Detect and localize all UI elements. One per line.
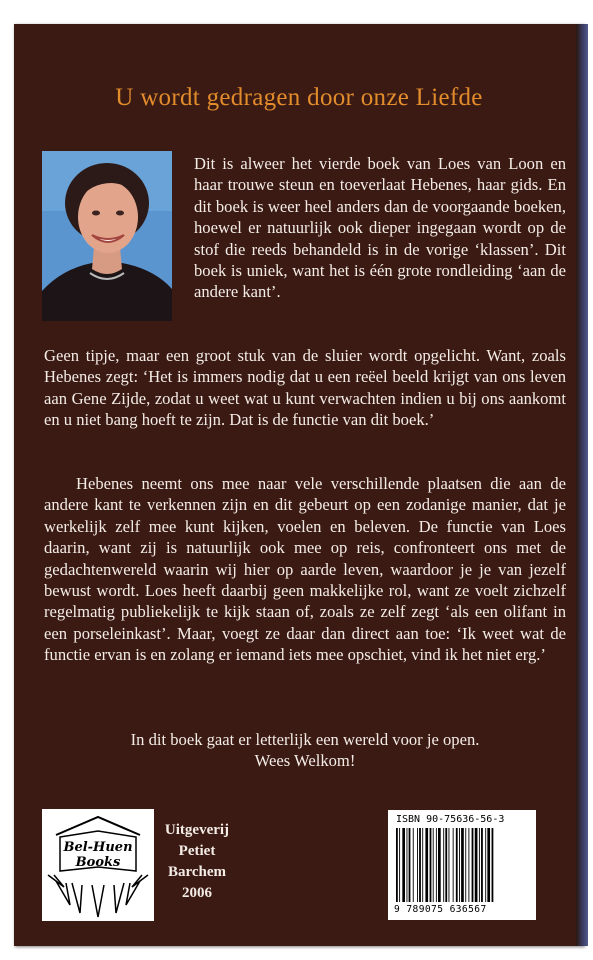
publisher-label: Uitgeverij xyxy=(164,822,230,838)
publisher-year: 2006 xyxy=(182,885,212,901)
barcode-panel xyxy=(388,810,536,920)
paragraph-journey: Hebenes neemt ons mee naar vele verschillende plaatsen die aan de andere kant te verkennen zijn en dit gebeurt op een zodanige manier, dat je werkelijk zelf mee kunt kijken, voelen en beleven. De functie van Loes daarin, want zij is natuurlijk ook mee op reis, confronteert ons met de gedachtenwereld waarin wij hier op aarde leven, waardoor je je van jezelf bewust wordt. Loes heeft daarbij geen makkelijke rol, want ze voelt zichzelf regelmatig publiekelijk te kijk staan of, zoals ze zelf zegt ‘als een olifant in een porseleinkast’. Maar, voegt ze daar dan direct aan toe: ‘Ik weet wat de functie ervan is en zolang er iemand iets mee opschiet, vind ik het niet erg.’ xyxy=(44,474,566,665)
publisher-info xyxy=(160,820,234,904)
publisher-logo xyxy=(42,809,154,921)
paragraph-veil: Geen tipje, maar een groot stuk van de sluier wordt opgelicht. Want, zoals Hebenes zegt: ‘Het is immers nodig dat u een reëel beeld krijgt van ons leven aan Gene Zijde, zodat u weet wat u kunt verwachten indien u bij ons aankomt en u niet bang hoeft te zijn. Dat is de functie van dit boek.’ xyxy=(44,346,566,430)
publisher-name: Petiet xyxy=(178,843,216,859)
paragraph-world: In dit boek gaat er letterlijk een wereld voor je open. xyxy=(130,730,480,749)
cover-title: U wordt gedragen door onze Liefde xyxy=(115,84,483,111)
bel-huen-books-logo xyxy=(42,809,154,921)
author-portrait-image xyxy=(42,151,172,321)
svg-text:Books: Books xyxy=(75,855,121,870)
closing-line: Wees Welkom! xyxy=(254,751,356,770)
book-back-cover xyxy=(14,24,584,946)
isbn-text: ISBN 90-75636-56-3 xyxy=(396,814,505,825)
ean-digits: 9 789075 636567 xyxy=(394,904,487,915)
author-photo xyxy=(42,151,172,321)
spine-edge xyxy=(576,24,588,946)
publisher-city: Barchem xyxy=(167,864,227,880)
barcode-image xyxy=(394,828,530,904)
svg-text:Bel-Huen: Bel-Huen xyxy=(63,840,133,855)
paragraph-intro: Dit is alweer het vierde boek van Loes van Loon en haar trouwe steun en toeverlaat Hebenes, haar gids. En dit boek is weer heel anders dan de voorgaande boeken, hoewel er natuurlijk ook dieper ingegaan wordt op de stof die reeds behandeld is in de vorige ‘klassen’. Dit boek is uniek, want het is één grote rondleiding ‘aan de andere kant’. xyxy=(194,154,566,302)
